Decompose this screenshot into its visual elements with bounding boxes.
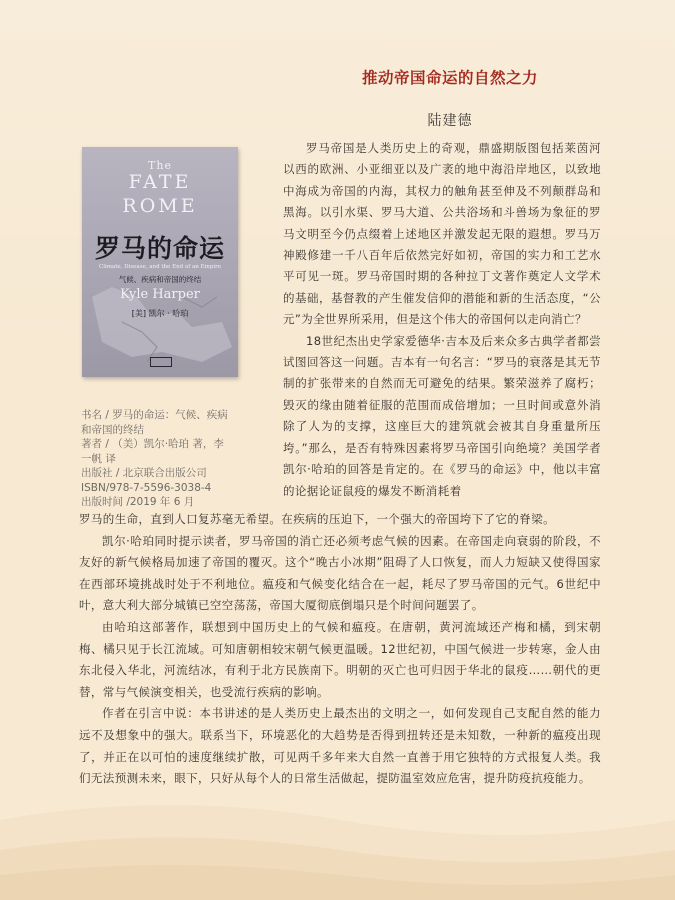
book-info-line: 出版社 / 北京联合出版公司 <box>81 467 207 479</box>
body-paragraph: 作者在引言中说：本书讲述的是人类历史上最杰出的文明之一，如何发现自己支配自然的能力远不及想象中的强大。联系当下，环境恶化的大趋势是否得到扭转还是未知数，一种新的瘟疫出现了，并正在以可怕的速度继续扩散，可见两千多年来大自然一直善于用它独特的方式报复人类。我们无法预测未来，眼下，只好从每个人的日常生活做起，提防温室效应危害，提升防疫抗疫能力。 <box>79 706 601 786</box>
cover-subtitle-zh: 气候、疾病和帝国的终结 <box>118 275 202 284</box>
cover-author-en: Kyle Harper <box>120 287 200 302</box>
body-paragraph: 由哈珀这部著作，联想到中国历史上的气候和瘟疫。在唐朝，黄河流域还产梅和橘，到宋朝梅、橘只见于长江流域。可知唐朝相较宋朝气候更温暖。12世纪初，中国气候进一步转寒，金人由东北侵入华北，河流结冰，有利于北方民族南下。明朝的灭亡也可归因于华北的鼠疫……朝代的更替，常与气候演变相关，也受流行疾病的影响。 <box>79 619 601 699</box>
decorative-wave-pattern <box>0 780 675 900</box>
cover-subtitle-en: Climate, Disease, and the End of an Empire <box>98 264 221 270</box>
book-info-line: 出版时间 /2019 年 6 月 <box>81 496 195 508</box>
book-cover-image <box>82 147 238 377</box>
body-paragraph: 罗马帝国是人类历史上的奇观，鼎盛期版图包括莱茵河以西的欧洲、小亚细亚以及广袤的地中海沿岸地区，以致地中海成为帝国的内海，其权力的触角甚至伸及不列颠群岛和黑海。以引水渠、罗马大道、公共浴场和斗兽场为象征的罗马文明至今仍点缀着上述地区并激发起无限的遐想。罗马万神殿修建一千八百年后依然完好如初，帝国的实力和工艺水平可见一斑。罗马帝国时期的各种拉丁文著作奠定人文学术的基础，基督教的产生催发信仰的潜能和新的生活态度，“公元”为全世界所采用，但是这个伟大的帝国何以走向消亡？ <box>283 141 601 327</box>
article-body-full <box>79 509 601 790</box>
book-info-line: 和帝国的终结 <box>81 423 144 436</box>
cover-title-en-rome: ROME <box>122 195 198 217</box>
publisher-logo <box>150 357 172 367</box>
article-author: 陆建德 <box>427 113 473 129</box>
article-title: 推动帝国命运的自然之力 <box>361 69 538 87</box>
cover-title-zh: 罗马的命运 <box>94 234 225 263</box>
cover-author-zh: [美] 凯尔 · 哈珀 <box>131 309 189 318</box>
body-paragraph-continued: 罗马的生命，直到人口复苏毫无希望。在疾病的压迫下，一个强大的帝国垮下了它的脊梁。 <box>79 512 555 526</box>
book-info-line: 书名 / 罗马的命运：气候、疾病 <box>81 409 228 421</box>
cover-title-en-fate: FATE <box>128 171 192 193</box>
book-info-line: ISBN/978-7-5596-3038-4 <box>81 481 212 494</box>
article-body-column <box>283 138 601 502</box>
book-info-line: 一帆 译 <box>81 452 116 465</box>
body-paragraph: 18世纪杰出史学家爱德华·吉本及后来众多古典学者都尝试图回答这一问题。吉本有一句名言：“罗马的衰落是其无节制的扩张带来的自然而无可避免的结果。繁荣滋养了腐朽；毁灭的缘由随着征服的范围而成倍增加；一旦时间或意外消除了人为的支撑，这座巨大的建筑就会被其自身重量所压垮。”那么，是否有特殊因素将罗马帝国引向绝境？美国学者凯尔·哈珀的回答是肯定的。在《罗马的命运》中，他以丰富的论据论证鼠疫的爆发不断消耗着 <box>283 333 601 498</box>
cover-title-en-the: The <box>148 159 172 172</box>
body-paragraph: 凯尔·哈珀同时提示读者，罗马帝国的消亡还必须考虑气候的因素。在帝国走向衰弱的阶段，不友好的新气候格局加速了帝国的覆灭。这个“晚古小冰期”阻碍了人口恢复，而人力短缺又使得国家在西部环境挑战时处于不利地位。瘟疫和气候变化结合在一起，耗尽了罗马帝国的元气。6世纪中叶，意大利大部分城镇已空空荡荡，帝国大厦彻底倒塌只是个时间问题罢了。 <box>79 533 601 613</box>
book-info-line: 著者 / （美）凯尔·哈珀 著，李 <box>81 438 224 450</box>
book-info <box>81 408 261 510</box>
